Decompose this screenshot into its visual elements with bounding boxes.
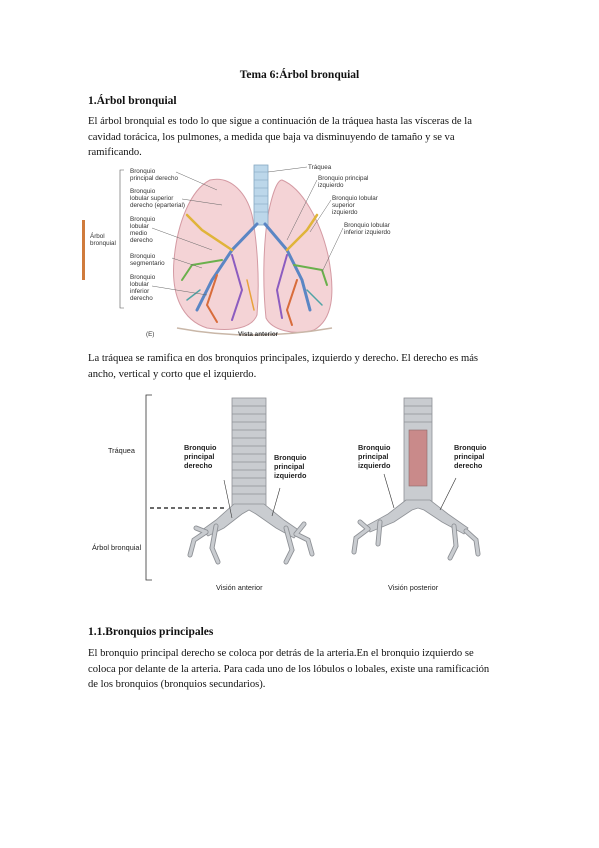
document-title: Tema 6:Árbol bronquial [239, 69, 360, 81]
section-heading-arbol-bronquial: 1.Árbol bronquial [88, 95, 177, 107]
text-line: ramificando. [88, 147, 142, 158]
text-line: coloca por delante de la arteria. Para cada uno de los lóbulos o lobales, existe una ramificación [88, 663, 490, 675]
text-line: El bronquio principal derecho se coloca por detrás de la arteria.En el bronquio izquierdo se [88, 648, 474, 659]
text-line: de los bronquios (bronquios secundarios). [88, 679, 266, 690]
anterior-view-trachea [190, 398, 312, 562]
figure-caption-vista-anterior: Vista anterior [238, 331, 279, 338]
posterior-view-trachea [354, 398, 478, 558]
label-anterior-bronquio-principal-derecho: Bronquio principal derecho [184, 443, 217, 470]
text-line: cavidad torácica, los pulmones, a medida que baja va disminuyendo de tamaño y se va [88, 131, 455, 143]
label-posterior-bronquio-principal-derecho: Bronquio principal derecho [454, 443, 487, 470]
label-bronquio-lobular-superior-derecho: Bronquio lobular superior derecho (eparterial) [130, 188, 185, 209]
label-posterior-bronquio-principal-izquierdo: Bronquio principal izquierdo [358, 443, 391, 470]
label-traquea: Tráquea [308, 164, 332, 171]
lungs-illustration [174, 165, 332, 335]
section-heading-bronquios-principales: 1.1.Bronquios principales [88, 626, 214, 638]
trachea-bronchi-views-figure [92, 390, 500, 596]
label-bronquio-principal-derecho: Bronquio principal derecho [130, 168, 178, 182]
text-line: ancho, vertical y corto que el izquierdo. [88, 368, 257, 380]
label-bronquio-lobular-superior-izquierdo: Bronquio lobular superior izquierdo [332, 195, 378, 216]
label-bronquio-lobular-medio-derecho: Bronquio lobular medio derecho [130, 216, 156, 244]
side-label-traquea: Tráquea [108, 446, 135, 455]
caption-vision-anterior: Visión anterior [216, 583, 263, 592]
paragraph-traquea-ramifica [88, 351, 518, 382]
side-label-arbol-bronquial: Árbol bronquial [92, 543, 142, 552]
bronchial-tree-lungs-figure [82, 160, 391, 342]
label-bronquio-segmentario: Bronquio segmentario [130, 253, 165, 267]
label-bronquio-principal-izquierdo: Bronquio principal izquierdo [318, 175, 369, 189]
section1-paragraph [88, 114, 518, 161]
text-line: La tráquea se ramifica en dos bronquios principales, izquierdo y derecho. El derecho es más [88, 353, 479, 364]
label-bronquio-lobular-inferior-izquierdo: Bronquio lobular inferior izquierdo [344, 222, 391, 236]
label-anterior-bronquio-principal-izquierdo: Bronquio principal izquierdo [274, 453, 307, 480]
panel-letter: (E) [146, 331, 155, 338]
caption-vision-posterior: Visión posterior [388, 583, 439, 592]
text-line: El árbol bronquial es todo lo que sigue a continuación de la tráquea hasta las vísceras de la [88, 116, 472, 127]
label-arbol-bronquial: Árbol bronquial [90, 233, 116, 247]
label-bronquio-lobular-inferior-derecho: Bronquio lobular inferior derecho [130, 274, 156, 302]
section11-paragraph [88, 646, 518, 693]
